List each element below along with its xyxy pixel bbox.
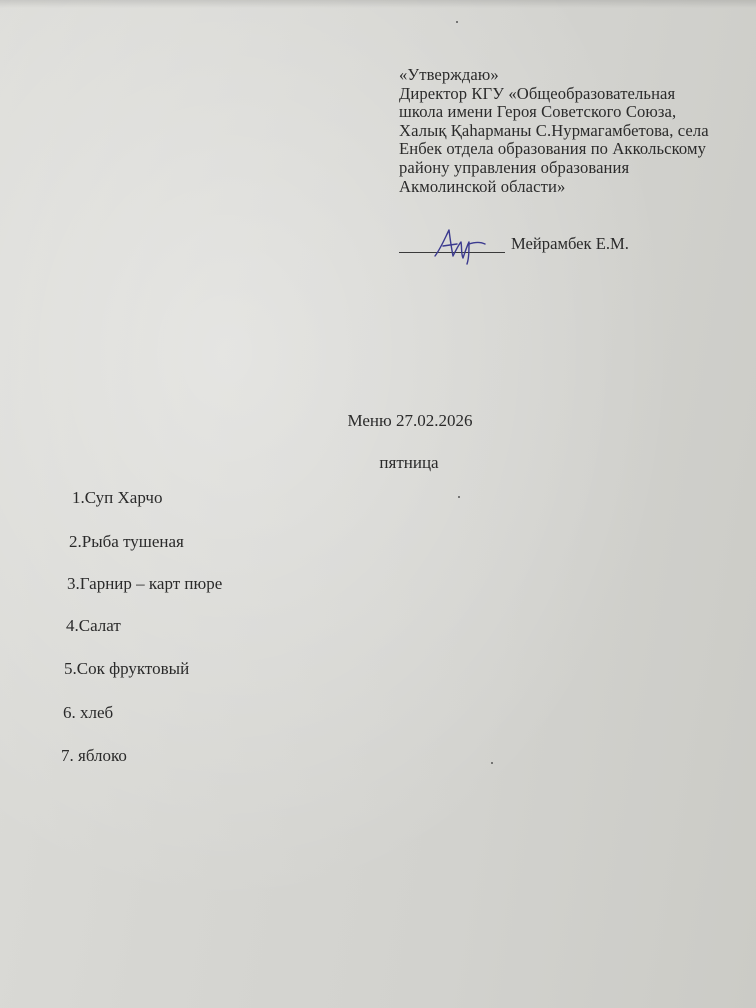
paper-speck <box>456 21 458 23</box>
menu-item: 3.Гарнир – карт пюре <box>67 574 223 593</box>
approval-heading: «Утверждаю» <box>399 65 499 84</box>
approval-line: школа имени Героя Советского Союза, <box>399 102 677 122</box>
menu-item: 4.Салат <box>66 616 121 635</box>
menu-item: 2.Рыба тушеная <box>69 532 184 551</box>
approval-block <box>399 66 749 196</box>
approval-line: Директор КГУ «Общеобразовательная <box>399 83 676 103</box>
menu-weekday: пятница <box>379 453 439 472</box>
menu-item: 6. хлеб <box>63 703 114 722</box>
paper-speck <box>491 762 493 764</box>
menu-item: 1.Суп Харчо <box>72 488 163 507</box>
approval-line: Халық Қаһарманы С.Нурмагамбетова, села <box>399 120 709 140</box>
approval-line: Енбек отдела образования по Аккольскому <box>399 139 706 159</box>
approval-line: району управления образования <box>399 157 630 177</box>
paper-speck <box>458 496 460 498</box>
signature-row <box>399 226 739 266</box>
menu-item: 5.Сок фруктовый <box>64 659 190 678</box>
handwritten-signature <box>429 226 489 266</box>
menu-item: 7. яблоко <box>61 746 127 765</box>
approval-line: Акмолинской области» <box>399 176 566 196</box>
paper-edge-shadow <box>0 0 756 8</box>
menu-title: Меню 27.02.2026 <box>347 411 473 430</box>
director-name: Мейрамбек Е.М. <box>511 234 629 253</box>
